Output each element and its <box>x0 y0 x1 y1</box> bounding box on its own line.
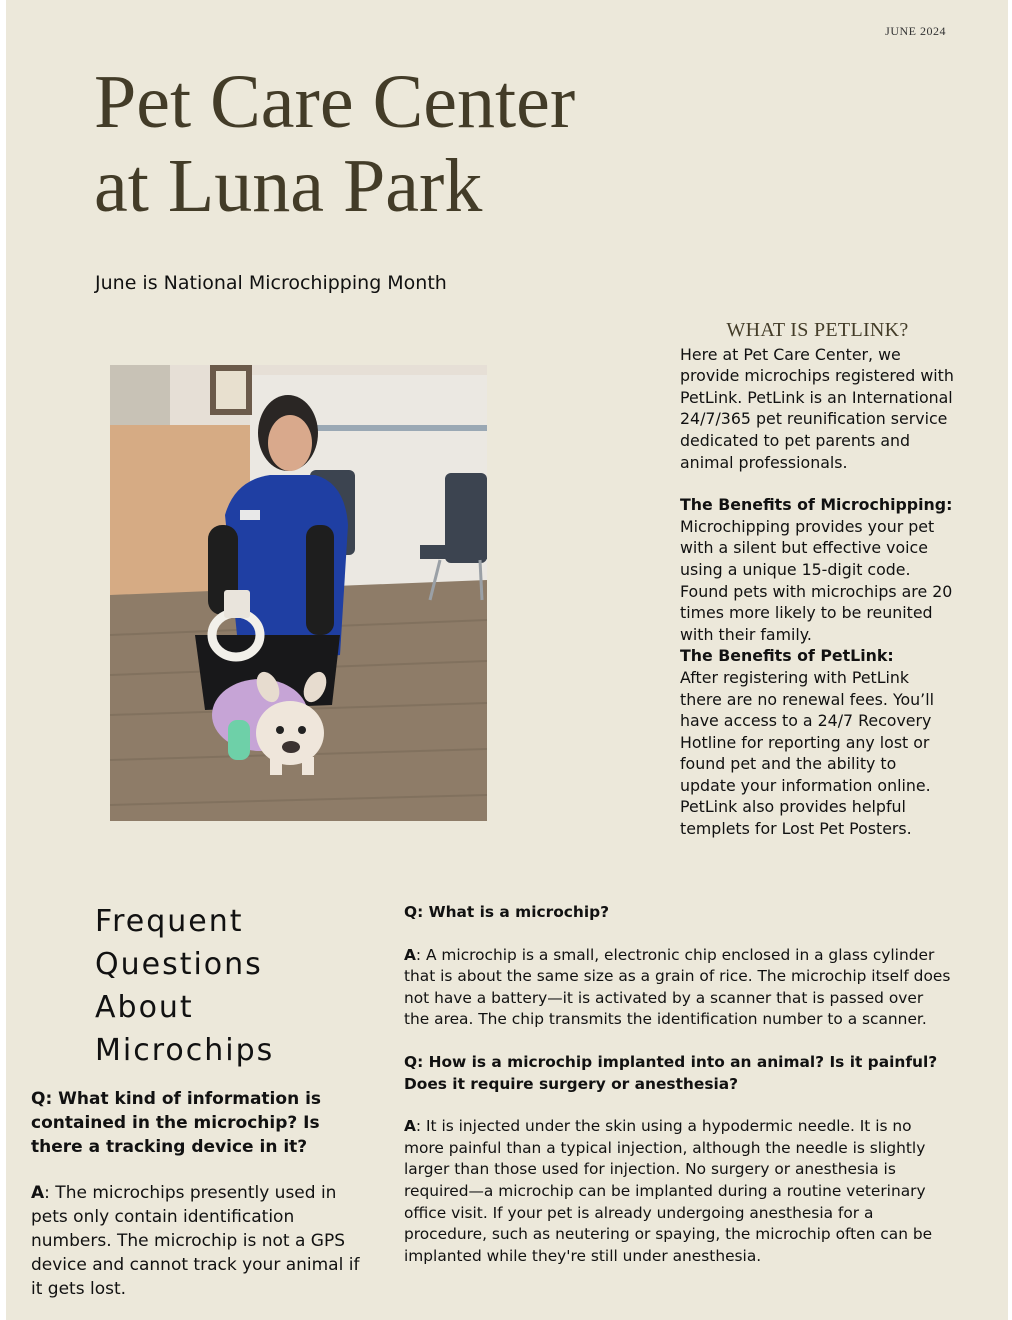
faq-answer: A: The microchips presently used in pets only contain identification numbers. The microchip is not a GPS device and cannot track your animal if it gets lost. <box>31 1183 360 1299</box>
faq-title-line: Questions <box>95 947 263 982</box>
benefits-microchipping-text: Microchipping provides your pet with a silent but effective voice using a unique 15-digit code. Found pets with microchips are 20 times more likely to be reunited with their family. <box>680 516 953 644</box>
newsletter-page <box>6 0 1008 1320</box>
newsletter-subtitle: June is National Microchipping Month <box>95 272 447 294</box>
petlink-sidebar <box>680 320 955 840</box>
petlink-heading: WHAT IS PETLINK? <box>726 319 909 341</box>
faq-left-column <box>31 1087 371 1301</box>
vet-tech-with-dog-photo <box>110 365 487 821</box>
benefits-petlink-text: After registering with PetLink there are no renewal fees. You’ll have access to a 24/7 Recovery Hotline for reporting any lost or found pet and the ability to update your information online. PetLink also provides helpful templets for Lost Pet Posters. <box>680 667 934 839</box>
faq-question: Q: How is a microchip implanted into an animal? Is it painful? Does it require surgery or anesthesia? <box>404 1052 938 1093</box>
petlink-intro: Here at Pet Care Center, we provide microchips registered with PetLink. PetLink is an International 24/7/365 pet reunification service dedicated to pet parents and animal professionals. <box>680 344 954 472</box>
issue-date: JUNE 2024 <box>885 24 946 38</box>
newsletter-title <box>94 60 734 228</box>
benefits-microchipping-title: The Benefits of Microchipping: <box>680 495 953 515</box>
faq-question: Q: What is a microchip? <box>404 903 610 921</box>
title-line-1: Pet Care Center <box>94 60 576 144</box>
benefits-petlink-title: The Benefits of PetLink: <box>680 646 894 666</box>
faq-answer: A: It is injected under the skin using a hypodermic needle. It is no more painful than a typical injection, although the needle is slightly larger than those used for injection. No surgery or anesthesia is required—a microchip can be implanted during a routine veterinary office visit. If your pet is already undergoing anesthesia for a procedure, such as neutering or spaying, the microchip often can be implanted while they're still under anesthesia. <box>404 1117 933 1265</box>
faq-title-line: Frequent <box>95 904 244 939</box>
faq-title-line: About <box>95 990 194 1025</box>
faq-title-line: Microchips <box>95 1033 275 1068</box>
faq-title <box>95 900 355 1072</box>
title-line-2: at Luna Park <box>94 144 483 228</box>
faq-answer: A: A microchip is a small, electronic chip enclosed in a glass cylinder that is about the same size as a grain of rice. The microchip itself does not have a battery—it is activated by a scanner that is passed over the area. The chip transmits the identification number to a scanner. <box>404 945 951 1029</box>
faq-right-column <box>404 902 952 1267</box>
faq-question: Q: What kind of information is contained in the microchip? Is there a tracking device in it? <box>31 1089 322 1157</box>
